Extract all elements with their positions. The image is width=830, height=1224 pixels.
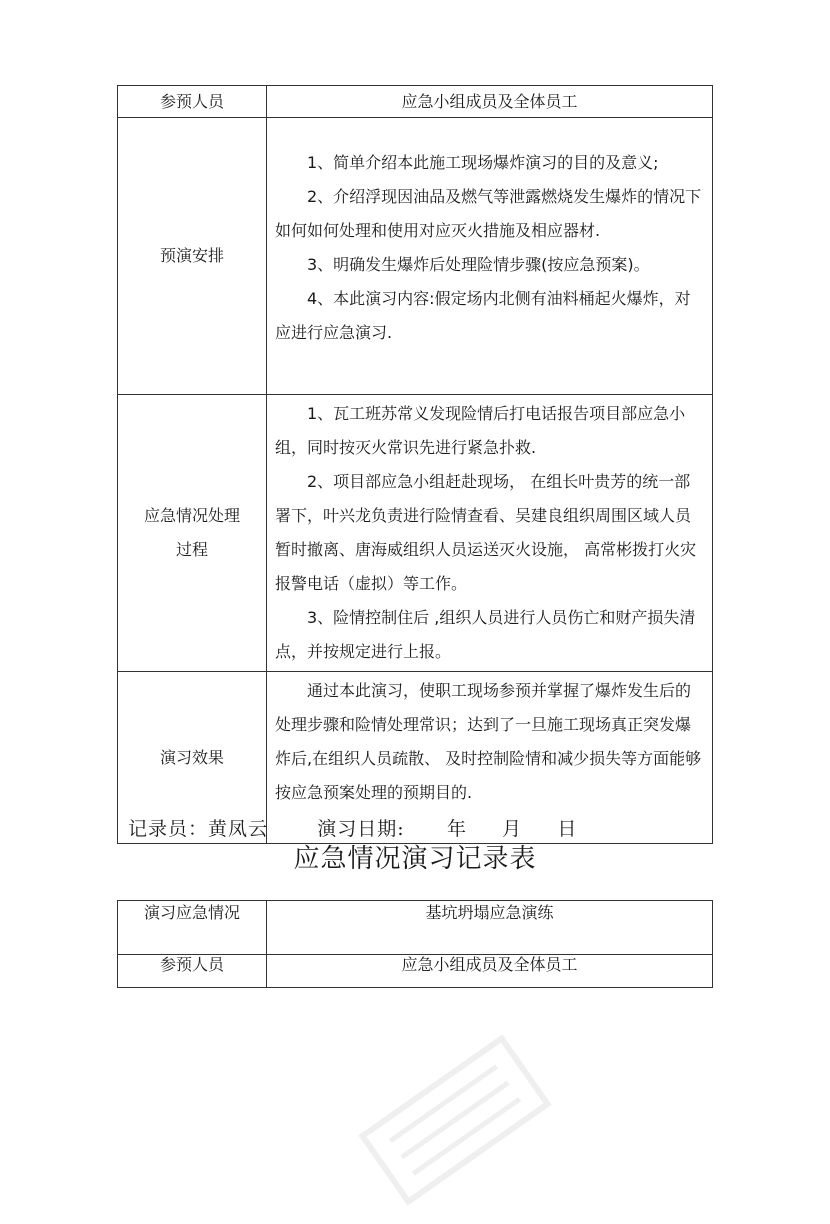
- drill-date-label: 演习日期:: [317, 818, 405, 840]
- process-item-3: 3、险情控制住后 ,组织人员进行人员伤亡和财产损失清点，并按规定进行上报。: [275, 608, 696, 661]
- participants-label: 参预人员: [118, 86, 267, 118]
- drill-record-table-2: [117, 900, 713, 988]
- scenario-value: 基坑坍塌应急演练: [267, 901, 713, 955]
- scenario-row: [118, 901, 713, 955]
- date-day: 日: [557, 818, 578, 840]
- arrangement-row: [118, 118, 713, 395]
- arrangement-item-3: 3、明确发生爆炸后处理险情步骤(按应急预案)。: [307, 255, 650, 274]
- process-label-line2: 过程: [175, 540, 208, 559]
- recorder: 记录员：黄凤云: [128, 818, 269, 840]
- process-row: [118, 395, 713, 672]
- effect-label: 演习效果: [118, 672, 267, 844]
- process-label: [118, 395, 267, 672]
- participants-label-2: 参预人员: [118, 955, 267, 988]
- participants-value: 应急小组成员及全体员工: [267, 86, 713, 118]
- watermark-graphic: [343, 1016, 567, 1223]
- process-item-1: 1、瓦工班苏常义发现险情后打电话报告项目部应急小组，同时按灭火常识先进行紧急扑救.: [275, 404, 686, 457]
- process-label-line1: 应急情况处理: [143, 506, 240, 525]
- date-month: 月: [502, 818, 523, 840]
- arrangement-item-4: 4、本此演习内容:假定场内北侧有油料桶起火爆炸，对应进行应急演习.: [275, 289, 691, 342]
- arrangement-item-2: 2、介绍浮现因油品及燃气等泄露燃烧发生爆炸的情况下如何如何处理和使用对应灭火措施及相应器材.: [275, 187, 702, 240]
- effect-text: 通过本此演习，使职工现场参预并掌握了爆炸发生后的处理步骤和险情处理常识；达到了一旦施工现场真正突发爆炸后,在组织人员疏散、 及时控制险情和减少损失等方面能够按应急预案处理的预期目的.: [275, 681, 702, 802]
- arrangement-content: [267, 118, 713, 395]
- participants-row: [118, 86, 713, 118]
- arrangement-item-1: 1、简单介绍本此施工现场爆炸演习的目的及意义;: [307, 153, 659, 172]
- arrangement-label: 预演安排: [118, 118, 267, 395]
- process-content: [267, 395, 713, 672]
- participants-row-2: [118, 955, 713, 988]
- document-title: 应急情况演习记录表: [293, 844, 537, 874]
- process-item-2: 2、项目部应急小组赶赴现场， 在组长叶贵芳的统一部署下，叶兴龙负责进行险情查看、吴建良组织周围区域人员暂时撤离、唐海威组织人员运送灭火设施， 高常彬拨打火灾报警电话（虚拟）等工作。: [275, 472, 697, 593]
- participants-value-2: 应急小组成员及全体员工: [267, 955, 713, 988]
- drill-record-table-1: [117, 85, 713, 844]
- signature-line: [128, 814, 577, 841]
- scenario-label: 演习应急情况: [118, 901, 267, 955]
- date-year: 年: [446, 818, 467, 840]
